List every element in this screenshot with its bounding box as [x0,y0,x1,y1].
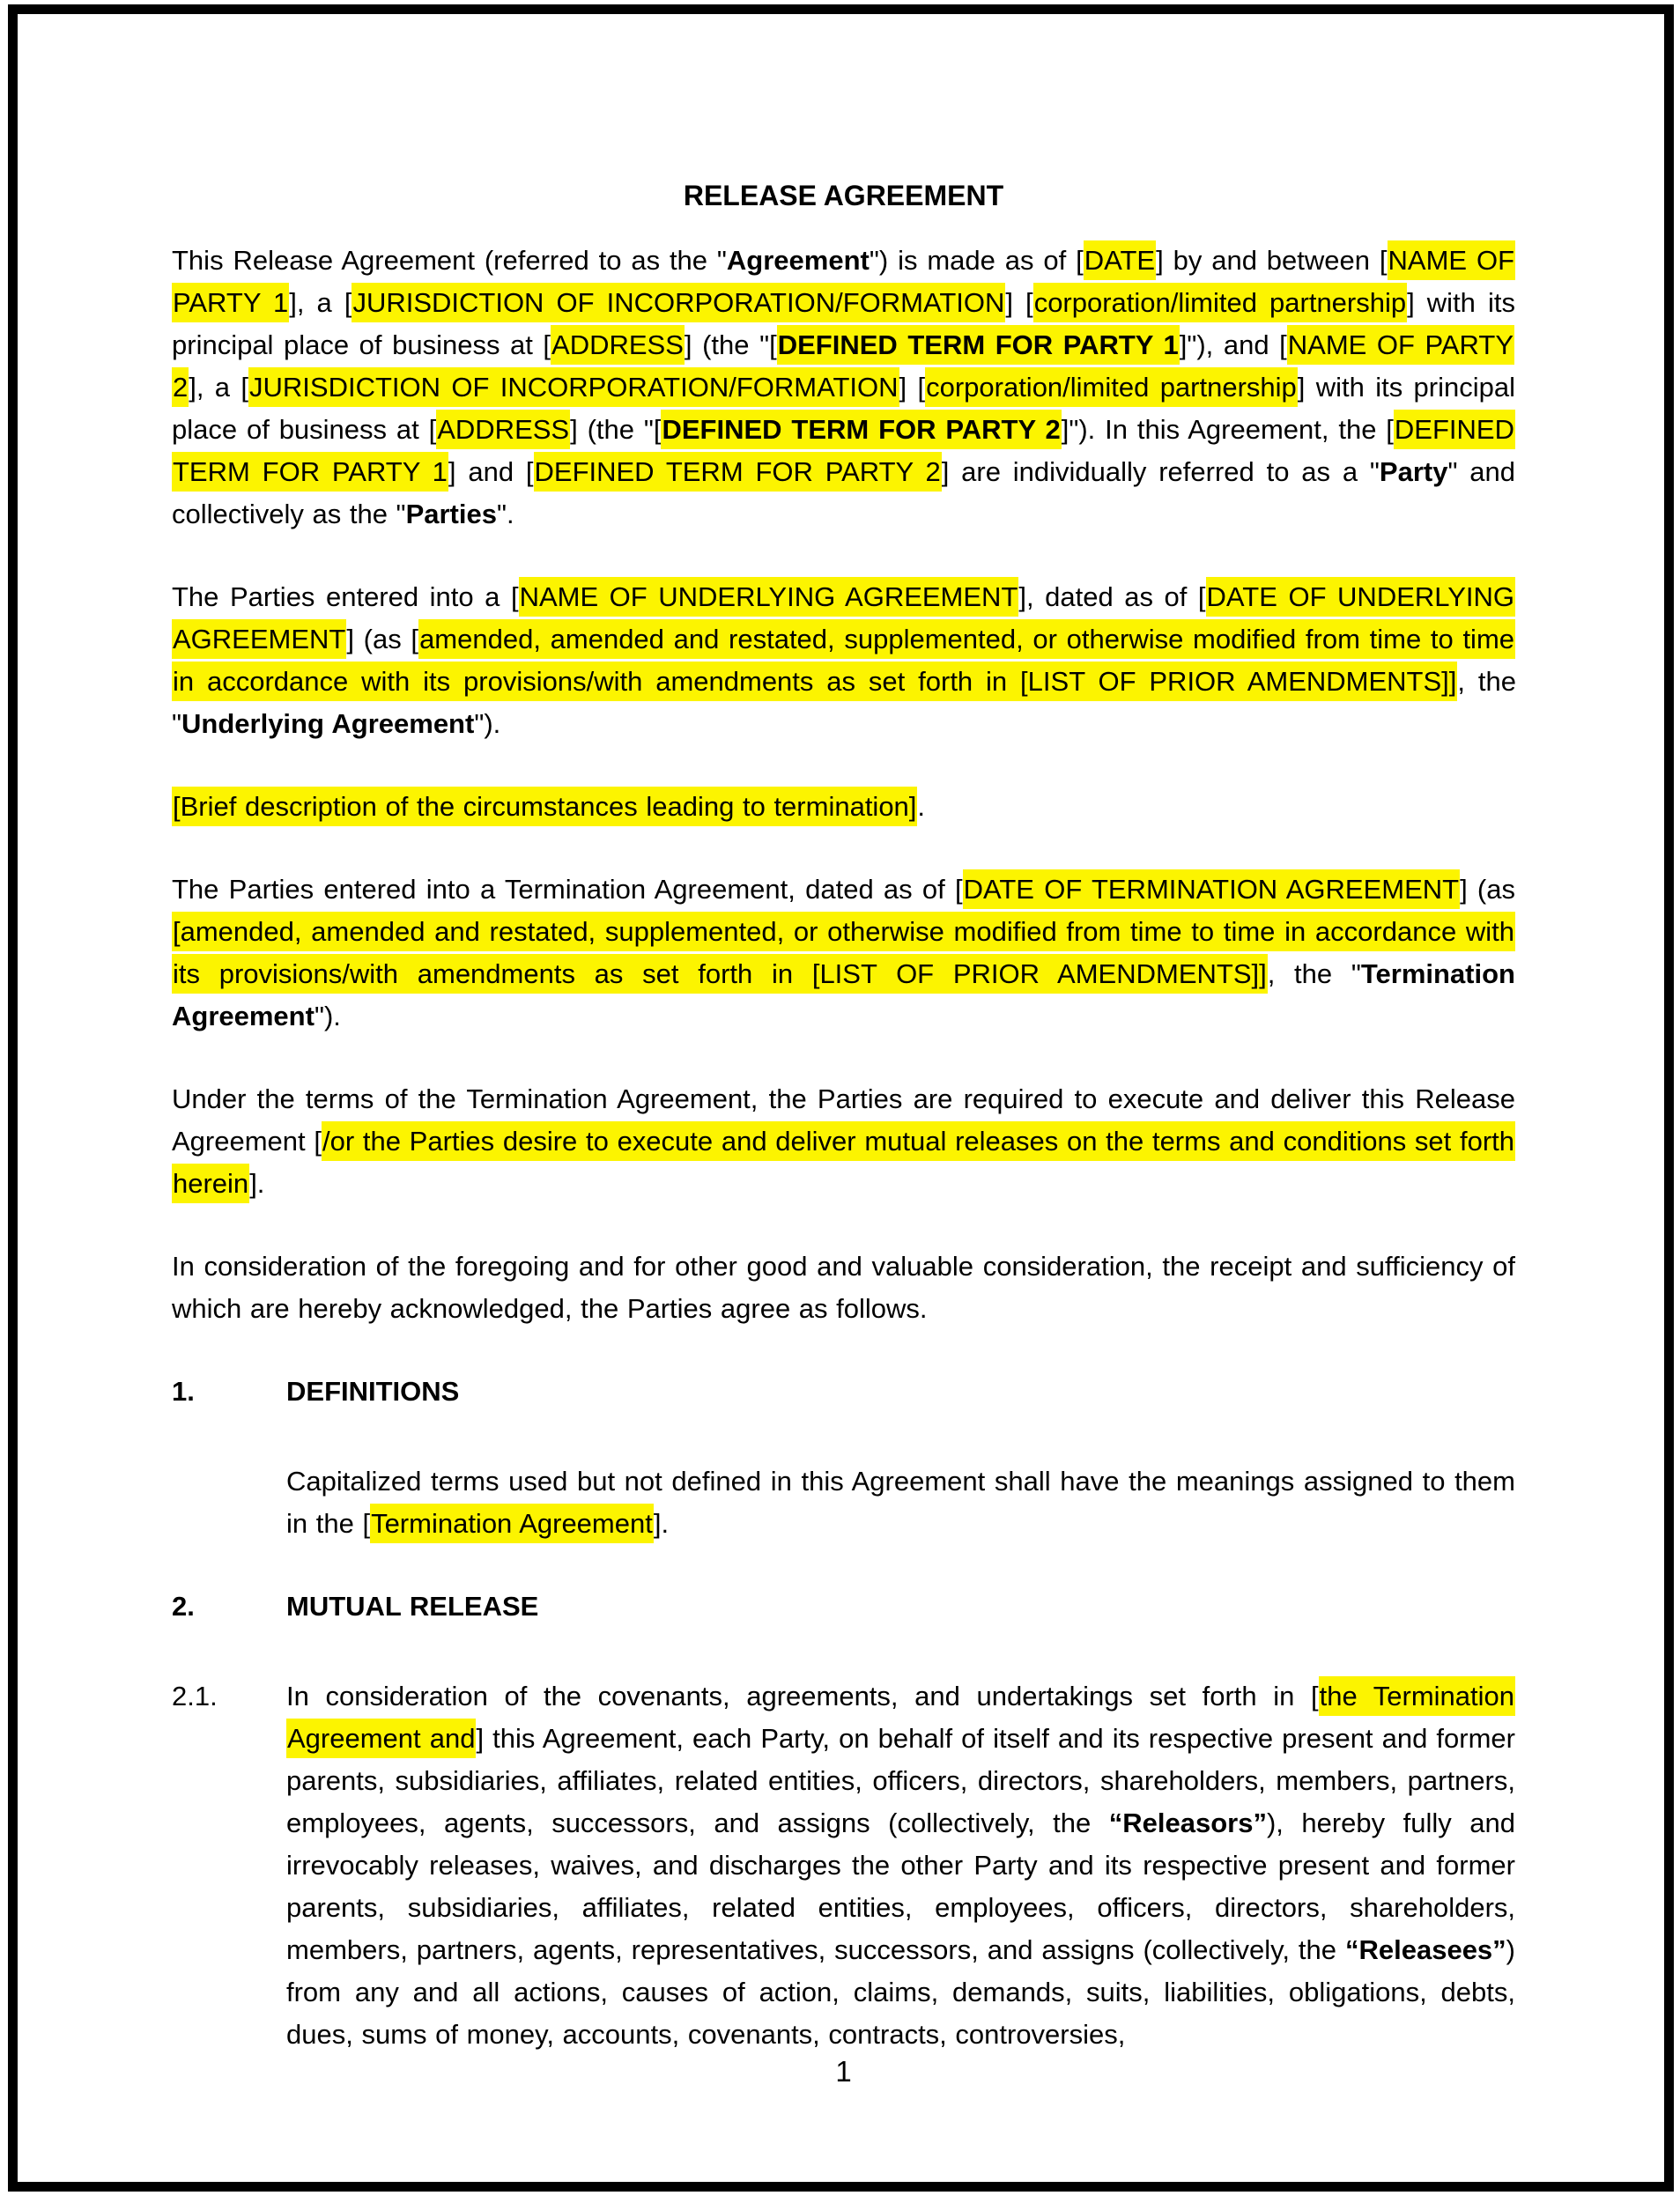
paragraph [172,240,1515,536]
text-run: ] (the "[ [684,329,777,360]
highlighted-placeholder: ADDRESS [551,325,685,365]
text-run: The Parties entered into a [ [172,581,519,612]
section-heading [172,1586,1515,1628]
text-run: Capitalized terms used but not defined in this Agreement shall have the meanings assigned to them in the [ [286,1466,1515,1539]
text-run: ] [ [899,372,926,403]
highlighted-placeholder: DEFINED TERM FOR PARTY 2 [661,410,1061,449]
section-number: 2. [172,1591,195,1622]
text-run: This Release Agreement (referred to as the " [172,245,727,276]
highlighted-placeholder: NAME OF PARTY 2 [172,325,1514,407]
text-run: ] are individually referred to as a " [941,456,1380,487]
paragraph [172,1078,1515,1205]
text-run: In consideration of the foregoing and for other good and valuable consideration, the receipt and sufficiency of which are hereby acknowledged, the Parties agree as follows. [172,1251,1515,1324]
paragraph [172,869,1515,1038]
highlighted-placeholder: [amended, amended and restated, supplemented, or otherwise modified from time to time in accordance with its provisions/with amendments as set forth in [LIST OF PRIOR AMENDMENTS]] [172,912,1515,994]
text-run: In consideration of the covenants, agreements, and undertakings set forth in [ [286,1681,1319,1711]
text-run: MUTUAL RELEASE [286,1591,539,1622]
text-run: ] (as [ [346,624,419,654]
text-run: “Releasors” [1108,1807,1267,1838]
highlighted-placeholder: NAME OF PARTY 1 [172,240,1515,322]
text-run: ], a [ [189,372,248,403]
text-run: ), hereby fully and irrevocably releases, waives, and discharges the other Party and its respective present and former parents, subsidiaries, affiliates, related entities, employees, officers, directors, shareholders, members, partners, agents, representatives, successors, and assigns (collectively, the [286,1807,1515,1965]
text-run: " and collectively as the " [172,456,1515,529]
highlighted-placeholder: NAME OF UNDERLYING AGREEMENT [519,577,1019,617]
text-run: ] and [ [448,456,534,487]
text-run: . [917,791,926,822]
text-run: ") is made as of [ [869,245,1084,276]
highlighted-placeholder: Termination Agreement [370,1504,654,1543]
highlighted-placeholder: amended, amended and restated, supplemented, or otherwise modified from time to time in accordance with its provisions/with amendments as set forth in [LIST OF PRIOR AMENDMENTS]] [172,619,1515,701]
text-run: , the " [1267,958,1361,989]
text-run: ] (the "[ [570,414,662,445]
text-run: "). [474,708,501,739]
text-run: ], a [ [289,287,352,318]
text-run: ". [496,499,514,529]
paragraph [172,1246,1515,1330]
highlighted-placeholder: DATE OF TERMINATION AGREEMENT [963,869,1460,909]
text-run: ]"), and [ [1179,329,1287,360]
text-run: , the " [172,666,1516,739]
highlighted-placeholder: [Brief description of the circumstances leading to termination] [172,787,917,826]
text-run: Party [1379,456,1448,487]
text-run: ] with its principal place of business at [ [172,287,1515,360]
highlighted-placeholder: corporation/limited partnership [925,367,1298,407]
highlighted-placeholder: DEFINED TERM FOR PARTY 1 [777,325,1180,365]
text-run: ] with its principal place of business at [ [172,372,1515,445]
page-title: RELEASE AGREEMENT [683,180,1004,211]
text-run: ]"). In this Agreement, the [ [1061,414,1394,445]
highlighted-placeholder: the Termination Agreement and [286,1676,1515,1758]
highlighted-placeholder: DEFINED TERM FOR PARTY 2 [534,452,942,492]
text-run: DEFINITIONS [286,1376,460,1407]
text-run: ) from any and all actions, causes of action, claims, demands, suits, liabilities, obligations, debts, dues, sums of money, accounts, covenants, contracts, controversies, [286,1934,1515,2050]
text-run: “Releasees” [1344,1934,1506,1965]
highlighted-placeholder: corporation/limited partnership [1033,283,1407,322]
highlighted-placeholder: ADDRESS [436,410,570,449]
text-run: ] (as [1460,874,1515,905]
text-run: Agreement [726,245,870,276]
section-number: 1. [172,1376,195,1407]
text-run: ]. [653,1508,670,1539]
section-heading [172,1371,1515,1413]
highlighted-placeholder: DEFINED TERM FOR PARTY 1 [172,410,1515,492]
text-run: Parties [405,499,497,529]
paragraph [172,1675,1515,2056]
text-run: ] [ [1005,287,1033,318]
highlighted-placeholder: /or the Parties desire to execute and deliver mutual releases on the terms and conditions set forth herein [172,1121,1515,1203]
highlighted-placeholder: JURISDICTION OF INCORPORATION/FORMATION [248,367,899,407]
paragraph [286,1460,1515,1545]
page-number: 1 [835,2055,852,2088]
text-run: ] by and between [ [1156,245,1388,276]
text-run: "). [314,1001,341,1031]
paragraph [172,786,1515,828]
highlighted-placeholder: DATE [1084,240,1156,280]
text-run: ]. [249,1168,265,1199]
text-run: The Parties entered into a Termination Agreement, dated as of [ [172,874,963,905]
document-body [172,240,1515,2056]
section-number: 2.1. [172,1681,218,1711]
text-run: ] this Agreement, each Party, on behalf of itself and its respective present and former parents, subsidiaries, affiliates, related entities, officers, directors, shareholders, members, partners, employees, agents, successors, and assigns (collectively, the [286,1723,1515,1838]
text-run: Termination Agreement [172,958,1515,1031]
text-run: ], dated as of [ [1018,581,1206,612]
text-run: Underlying Agreement [181,708,475,739]
document-content [172,174,1515,2096]
paragraph [172,576,1515,745]
highlighted-placeholder: JURISDICTION OF INCORPORATION/FORMATION [352,283,1005,322]
highlighted-placeholder: DATE OF UNDERLYING AGREEMENT [172,577,1515,659]
text-run: Under the terms of the Termination Agreement, the Parties are required to execute and deliver this Release Agreement [ [172,1083,1515,1157]
